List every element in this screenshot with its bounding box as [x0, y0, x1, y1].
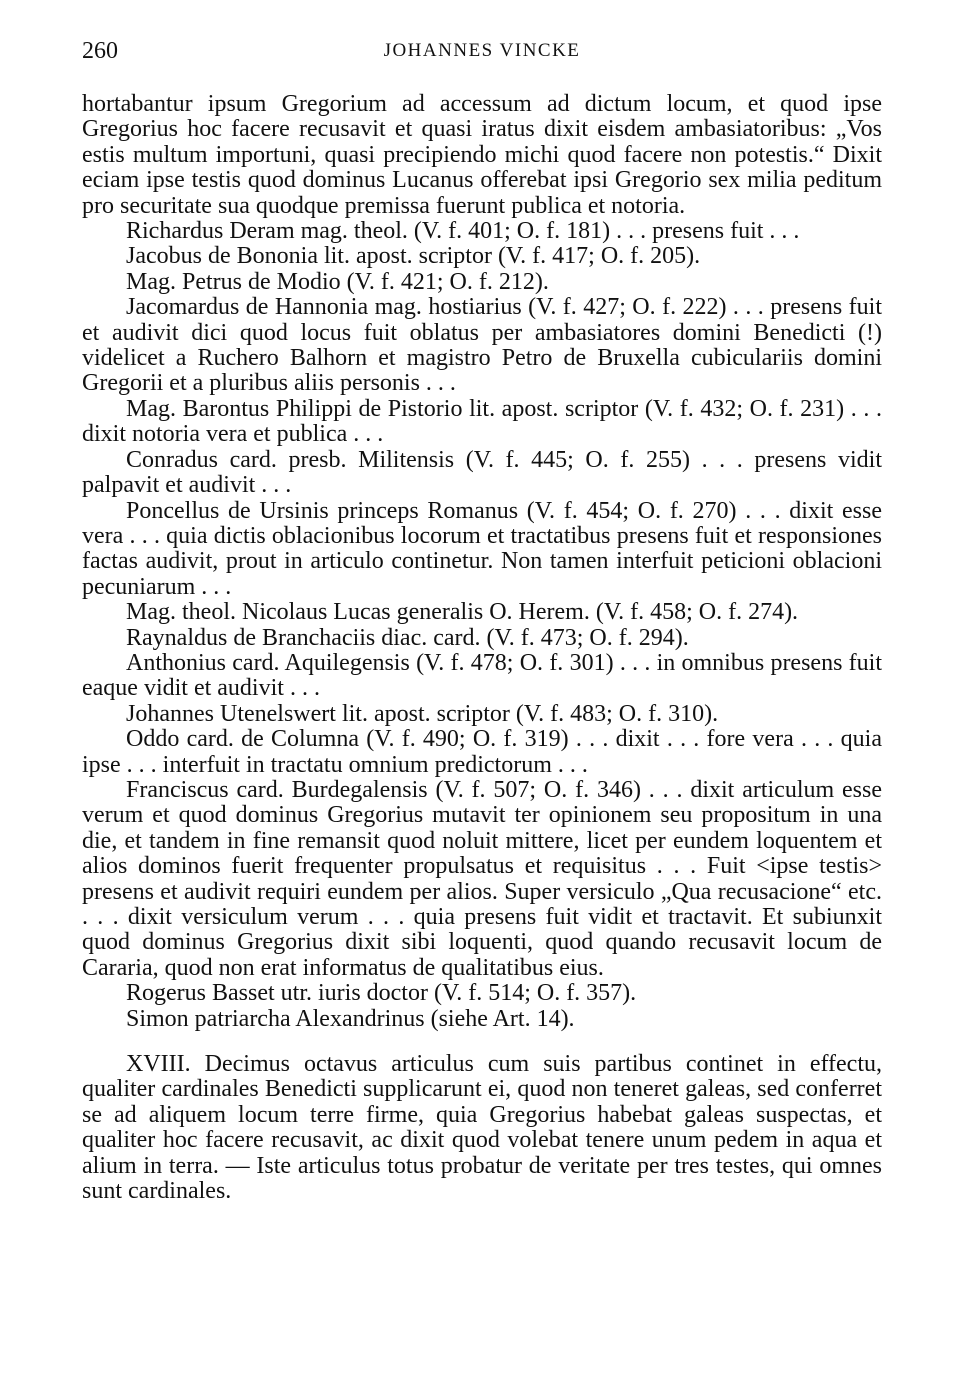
witness-entry-johannes: Johannes Utenelswert lit. apost. scriptor (V. f. 483; O. f. 310). — [126, 700, 719, 727]
article-text: Decimus octavus articulus cum suis partibus continet in effectu, qualiter cardinales Benedicti supplicarunt ei, quod non teneret galeas, sed conferret se ad aliquem locum terre firme, quia Gregorius habebat galeas suspectas, et qualiter hoc facere recusavit, ac dixit quod volebat tenere unum pedem in aqua et alium in terra. — Iste articulus totus probatur de veritate per tres testes, qui omnes sunt cardinales. — [82, 1051, 882, 1205]
witness-entry-franciscus: Franciscus card. Burdegalensis (V. f. 507; O. f. 346) . . . dixit articulum esse verum et quod dominus Gregorius mutavit ter opinionem seu propositum in una die, et tandem in fine remansit quod noluit mittere, licet per eundem loquentem et alios dominos fuerit frequenter propulsatus et requisitus . . . Fuit <ipse testis> presens et audivit requiri eundem per alios. Super versiculo „Qua recusacione“ etc. . . . dixit versiculum verum . . . quia presens fuit vidit et tractavit. Et subiunxit quod dominus Gregorius dixit sibi loquenti, quod quando recusavit locum de Cararia, quod non erat informatus de qualitatibus eius. — [82, 776, 882, 981]
witness-entry-rogerus: Rogerus Basset utr. iuris doctor (V. f. 514; O. f. 357). — [126, 980, 637, 1007]
paragraph-continued: hortabantur ipsum Gregorium ad accessum ad dictum locum, et quod ipse Gregorius hoc facere recusavit et quasi iratus dixit eisdem ambasiatoribus: „Vos estis multum importuni, quasi precipiendo michi quod facere non potestis.“ Dixit eciam ipse testis quod dominus Lucanus offerebat ipsi Gregorio sex milia peditum pro securitate sua quodque premissa fuerunt publica et notoria. — [82, 91, 882, 219]
witness-entry-petrus: Mag. Petrus de Modio (V. f. 421; O. f. 212). — [126, 268, 549, 295]
page-header — [82, 34, 882, 74]
article-xviii — [82, 1052, 882, 1204]
page — [82, 34, 882, 1204]
witness-entry-oddo: Oddo card. de Columna (V. f. 490; O. f. 319) . . . dixit . . . fore vera . . . quia ipse . . . interfuit in tractatu omnium predictorum . . . — [82, 726, 882, 778]
article-numeral: XVIII. — [126, 1051, 191, 1078]
witness-entry-raynaldus: Raynaldus de Branchaciis diac. card. (V. f. 473; O. f. 294). — [126, 624, 689, 651]
witness-entry-simon: Simon patriarcha Alexandrinus (siehe Art. 14). — [126, 1005, 575, 1032]
running-title: JOHANNES VINCKE — [383, 40, 581, 61]
witness-entry-jacomardus: Jacomardus de Hannonia mag. hostiarius (V. f. 427; O. f. 222) . . . presens fuit et audivit dici quod locus fuit oblatus per ambasiatores domini Benedicti (!) videlicet a Ruchero Balhorn et magistro Petro de Bruxella cubiculariis domini Gregorii et a pluribus aliis personis . . . — [82, 294, 882, 397]
body-text — [82, 92, 882, 1204]
witness-entry-poncellus: Poncellus de Ursinis princeps Romanus (V. f. 454; O. f. 270) . . . dixit esse vera . . . quia dictis oblacionibus locorum et tractatibus presens fuit et responsiones factas audivit, prout in articulo continetur. Non tamen interfuit peticioni oblacioni pecuniarum . . . — [82, 497, 882, 600]
witness-entry-barontus: Mag. Barontus Philippi de Pistorio lit. apost. scriptor (V. f. 432; O. f. 231) . . . dixit notoria vera et publica . . . — [82, 395, 882, 448]
witness-entry-nicolaus: Mag. theol. Nicolaus Lucas generalis O. Herem. (V. f. 458; O. f. 274). — [126, 599, 799, 626]
witness-entry-conradus: Conradus card. presb. Militensis (V. f. 445; O. f. 255) . . . presens vidit palpavit et audivit . . . — [82, 446, 882, 499]
witness-entry-jacobus: Jacobus de Bononia lit. apost. scriptor (V. f. 417; O. f. 205). — [126, 243, 701, 270]
page-number: 260 — [82, 38, 118, 64]
witness-entry-anthonius: Anthonius card. Aquilegensis (V. f. 478; O. f. 301) . . . in omnibus presens fuit eaque vidit et audivit . . . — [82, 649, 882, 702]
witness-entry-richardus: Richardus Deram mag. theol. (V. f. 401; O. f. 181) . . . presens fuit . . . — [126, 218, 800, 245]
